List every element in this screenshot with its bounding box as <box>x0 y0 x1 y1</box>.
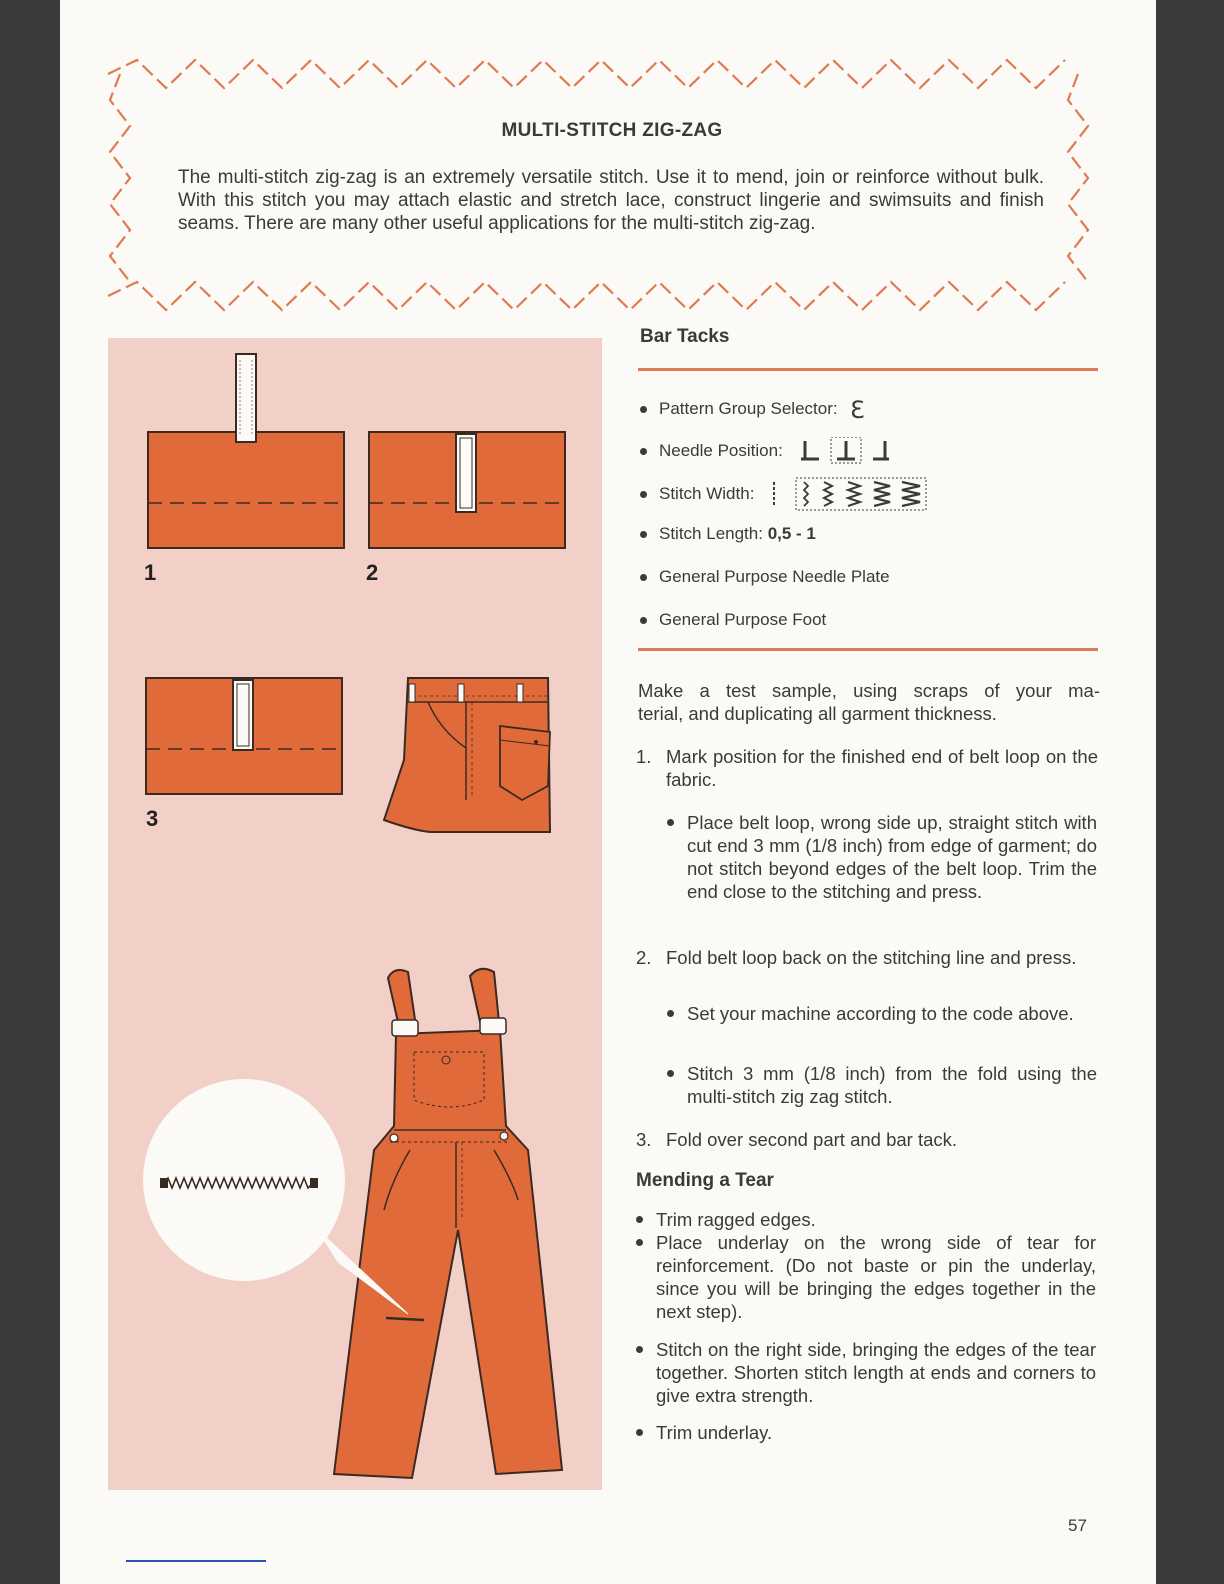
spec-label: Stitch Length: <box>659 524 768 543</box>
step-1 <box>636 745 1098 791</box>
page-number: 57 <box>1068 1516 1087 1535</box>
bullet <box>667 819 674 826</box>
mending-heading: Mending a Tear <box>636 1170 774 1191</box>
bullet <box>636 1346 643 1353</box>
step-2 <box>636 946 1098 969</box>
spec-label: Pattern Group Selector: <box>659 399 838 418</box>
intro-paragraph: The multi-stitch zig-zag is an extremely versatile stitch. Use it to mend, join or reinforce without bulk. With this stitch you may attach elastic and stretch lace, construct lingerie and swimsuits and finish seams. There are many other useful applications for the multi-stitch zig-zag. <box>178 167 1044 234</box>
mending-bullet-3 <box>656 1338 1096 1407</box>
stitch-width-icon <box>768 476 936 512</box>
bullet-text: Place belt loop, wrong side up, straight stitch with cut end 3 mm (1/8 inch) from edge of garment; do not stitch beyond edges of the belt loop. Trim the end close to the stitching and press. <box>687 812 1097 902</box>
bullet <box>640 448 647 455</box>
bullet <box>636 1429 643 1436</box>
figure-number-2: 2 <box>366 560 379 585</box>
bullet <box>667 1070 674 1077</box>
bullet <box>640 406 647 413</box>
spec-needle-plate <box>640 567 890 587</box>
step-number: 3. <box>636 1129 652 1150</box>
step-text: Fold belt loop back on the stitching line and press. <box>666 947 1077 968</box>
test-sample-line-1: Make a test sample, using scraps of your ma- <box>638 680 1100 701</box>
bullet <box>636 1239 643 1246</box>
figure-number-3: 3 <box>146 806 159 831</box>
skirt-illustration <box>384 678 550 832</box>
section-title: MULTI-STITCH ZIG-ZAG <box>501 120 723 141</box>
spec-label: General Purpose Foot <box>659 610 827 629</box>
bullet-text: Place underlay on the wrong side of tear for reinforcement. (Do not baste or pin the underlay, since you will be bringing the edges together in the next step). <box>656 1232 1096 1322</box>
step-number: 1. <box>636 746 652 767</box>
figure-number-1: 1 <box>144 560 157 585</box>
spec-label: Needle Position: <box>659 441 783 460</box>
figure-1-fabric <box>148 354 344 548</box>
bullet <box>640 574 647 581</box>
overalls-illustration <box>334 969 562 1478</box>
bullet-text: Stitch 3 mm (1/8 inch) from the fold using the multi-stitch zig zag stitch. <box>687 1063 1097 1107</box>
spec-needle-position <box>640 437 899 465</box>
step-number: 2. <box>636 947 652 968</box>
spec-top-rule <box>638 368 1098 371</box>
figure-3-fabric <box>146 678 342 794</box>
step-3 <box>636 1128 1098 1151</box>
stitch-length-value: 0,5 - 1 <box>767 524 816 543</box>
step-text: Mark position for the finished end of belt loop on the fabric. <box>666 746 1098 790</box>
spec-pattern-group <box>640 395 865 423</box>
spec-foot <box>640 610 826 630</box>
step-1-bullet-1 <box>687 811 1097 903</box>
step-text: Fold over second part and bar tack. <box>666 1129 958 1150</box>
bar-tacks-heading: Bar Tacks <box>640 326 730 347</box>
needle-position-icon <box>799 437 899 465</box>
mending-bullet-4 <box>656 1421 1096 1444</box>
test-sample-line-2: terial, and duplicating all garment thickness. <box>638 703 997 724</box>
spec-stitch-length <box>640 524 816 544</box>
bullet-text: Trim ragged edges. <box>656 1209 816 1230</box>
bullet <box>636 1216 643 1223</box>
figure-2-fabric <box>369 432 565 548</box>
bullet <box>640 617 647 624</box>
spec-label: Stitch Width: <box>659 484 755 503</box>
bullet <box>667 1010 674 1017</box>
test-sample-paragraph <box>638 679 1100 725</box>
spec-bottom-rule <box>638 648 1098 651</box>
bullet-text: Stitch on the right side, bringing the edges of the tear together. Shorten stitch length at ends and corners to give extra strength. <box>656 1339 1096 1406</box>
mending-bullet-1 <box>656 1208 1096 1231</box>
bullet-text: Set your machine according to the code above. <box>687 1003 1074 1024</box>
spec-stitch-width <box>640 476 936 512</box>
pattern-group-symbol: 3 <box>849 396 865 424</box>
spec-label: General Purpose Needle Plate <box>659 567 890 586</box>
bullet <box>640 491 647 498</box>
mending-bullet-2 <box>656 1231 1096 1323</box>
step-2-bullet-2 <box>687 1062 1097 1108</box>
bullet-text: Trim underlay. <box>656 1422 773 1443</box>
bullet <box>640 531 647 538</box>
step-2-bullet-1 <box>687 1002 1097 1025</box>
